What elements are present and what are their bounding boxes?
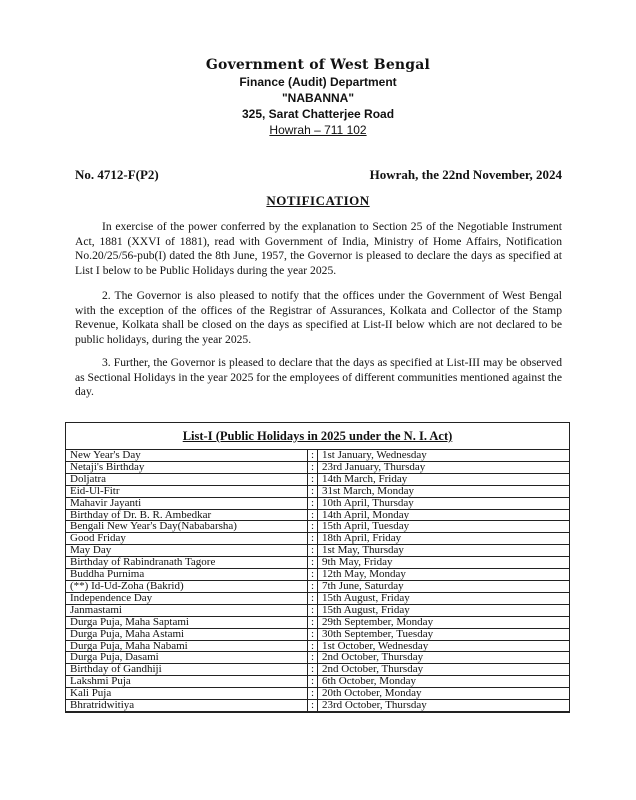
holiday-date: 20th October, Monday xyxy=(318,688,570,700)
table-row xyxy=(66,700,569,712)
holiday-date: 9th May, Friday xyxy=(318,557,570,569)
holiday-date: 10th April, Thursday xyxy=(318,497,570,509)
separator-colon: : xyxy=(308,461,318,473)
table-row xyxy=(66,676,569,688)
holiday-name: Kali Puja xyxy=(66,688,308,700)
separator-colon: : xyxy=(308,521,318,533)
separator-colon: : xyxy=(308,640,318,652)
separator-colon: : xyxy=(308,569,318,581)
holiday-date: 15th August, Friday xyxy=(318,592,570,604)
paragraph-1 xyxy=(75,220,562,278)
holiday-name: Durga Puja, Dasami xyxy=(66,652,308,664)
holiday-date: 15th August, Friday xyxy=(318,604,570,616)
holiday-name: Bhratridwitiya xyxy=(66,700,308,712)
table-row xyxy=(66,652,569,664)
paragraph-3 xyxy=(75,356,562,400)
table-row xyxy=(66,616,569,628)
separator-colon: : xyxy=(308,592,318,604)
separator-colon: : xyxy=(308,509,318,521)
holiday-name: Netaji's Birthday xyxy=(66,461,308,473)
table-row xyxy=(66,604,569,616)
holiday-date: 1st January, Wednesday xyxy=(318,450,570,461)
separator-colon: : xyxy=(308,533,318,545)
table-row xyxy=(66,569,569,581)
holiday-name: Bengali New Year's Day(Nababarsha) xyxy=(66,521,308,533)
holiday-date: 15th April, Tuesday xyxy=(318,521,570,533)
separator-colon: : xyxy=(308,676,318,688)
holiday-table xyxy=(66,450,569,712)
table-row xyxy=(66,664,569,676)
holiday-name: New Year's Day xyxy=(66,450,308,461)
holiday-name: Buddha Purnima xyxy=(66,569,308,581)
paragraph-2-text: 2. The Governor is also pleased to notify that the offices under the Government of West Bengal with the exception of the offices of the Registrar of Assurances, Kolkata and Collector of the Stamp Revenue, Kolkata shall be closed on the days as specified at List-II below which are not declared to be public holidays, during the year 2025. xyxy=(75,289,562,346)
table-row xyxy=(66,545,569,557)
separator-colon: : xyxy=(308,557,318,569)
holiday-name: Durga Puja, Maha Astami xyxy=(66,628,308,640)
city-pin: Howrah – 711 102 xyxy=(269,123,367,137)
holiday-name: (**) Id-Ud-Zoha (Bakrid) xyxy=(66,580,308,592)
table-row xyxy=(66,628,569,640)
list-1-heading: List-I (Public Holidays in 2025 under the N. I. Act) xyxy=(66,423,569,450)
holiday-name: Birthday of Rabindranath Tagore xyxy=(66,557,308,569)
separator-colon: : xyxy=(308,497,318,509)
page-title: NOTIFICATION xyxy=(266,193,370,208)
table-row xyxy=(66,473,569,485)
separator-colon: : xyxy=(308,616,318,628)
holiday-date: 14th April, Monday xyxy=(318,509,570,521)
notification-meta xyxy=(75,167,562,183)
table-row xyxy=(66,521,569,533)
holiday-name: Birthday of Gandhiji xyxy=(66,664,308,676)
separator-colon: : xyxy=(308,580,318,592)
holiday-date: 12th May, Monday xyxy=(318,569,570,581)
letterhead xyxy=(0,56,636,138)
separator-colon: : xyxy=(308,485,318,497)
holiday-date: 6th October, Monday xyxy=(318,676,570,688)
holiday-date: 14th March, Friday xyxy=(318,473,570,485)
holiday-date: 31st March, Monday xyxy=(318,485,570,497)
paragraph-1-text: In exercise of the power conferred by the explanation to Section 25 of the Negotiable Instrument Act, 1881 (XXVI of 1881), read with Government of India, Ministry of Home Affairs, Notification No.20/25/56-pub(I) dated the 8th June, 1957, the Governor is pleased to declare the days as specified at List I below to be Public Holidays during the year 2025. xyxy=(75,220,562,277)
table-row xyxy=(66,461,569,473)
holiday-date: 18th April, Friday xyxy=(318,533,570,545)
table-row xyxy=(66,533,569,545)
holiday-name: Independence Day xyxy=(66,592,308,604)
street-address: 325, Sarat Chatterjee Road xyxy=(241,107,395,121)
holiday-date: 7th June, Saturday xyxy=(318,580,570,592)
holiday-date: 23rd January, Thursday xyxy=(318,461,570,473)
table-row xyxy=(66,497,569,509)
holiday-name: May Day xyxy=(66,545,308,557)
paragraph-2 xyxy=(75,289,562,347)
table-row xyxy=(66,485,569,497)
holiday-name: Durga Puja, Maha Saptami xyxy=(66,616,308,628)
separator-colon: : xyxy=(308,450,318,461)
government-name: Government of West Bengal xyxy=(205,57,431,73)
table-row xyxy=(66,580,569,592)
holiday-date: 2nd October, Thursday xyxy=(318,652,570,664)
holiday-name: Durga Puja, Maha Nabami xyxy=(66,640,308,652)
holiday-date: 23rd October, Thursday xyxy=(318,700,570,712)
paragraph-3-text: 3. Further, the Governor is pleased to declare that the days as specified at List-III may be observed as Sectional Holidays in the year 2025 for the employees of different communities mentioned against the day. xyxy=(75,356,562,398)
table-row xyxy=(66,640,569,652)
separator-colon: : xyxy=(308,473,318,485)
holiday-list-1 xyxy=(65,422,570,713)
holiday-date: 30th September, Tuesday xyxy=(318,628,570,640)
notification-number: No. 4712-F(P2) xyxy=(75,167,159,182)
table-row xyxy=(66,450,569,461)
separator-colon: : xyxy=(308,664,318,676)
table-row xyxy=(66,557,569,569)
holiday-date: 2nd October, Thursday xyxy=(318,664,570,676)
table-row xyxy=(66,592,569,604)
separator-colon: : xyxy=(308,628,318,640)
holiday-name: Janmastami xyxy=(66,604,308,616)
holiday-date: 1st October, Wednesday xyxy=(318,640,570,652)
separator-colon: : xyxy=(308,652,318,664)
holiday-name: Doljatra xyxy=(66,473,308,485)
department-name: Finance (Audit) Department xyxy=(239,75,397,89)
table-row xyxy=(66,509,569,521)
holiday-name: Lakshmi Puja xyxy=(66,676,308,688)
separator-colon: : xyxy=(308,545,318,557)
holiday-date: 29th September, Monday xyxy=(318,616,570,628)
holiday-name: Mahavir Jayanti xyxy=(66,497,308,509)
holiday-name: Good Friday xyxy=(66,533,308,545)
separator-colon: : xyxy=(308,688,318,700)
table-row xyxy=(66,688,569,700)
holiday-name: Birthday of Dr. B. R. Ambedkar xyxy=(66,509,308,521)
holiday-date: 1st May, Thursday xyxy=(318,545,570,557)
holiday-name: Eid-Ul-Fitr xyxy=(66,485,308,497)
notification-date: Howrah, the 22nd November, 2024 xyxy=(369,167,562,182)
separator-colon: : xyxy=(308,604,318,616)
separator-colon: : xyxy=(308,700,318,712)
building-name: "NABANNA" xyxy=(281,91,355,105)
